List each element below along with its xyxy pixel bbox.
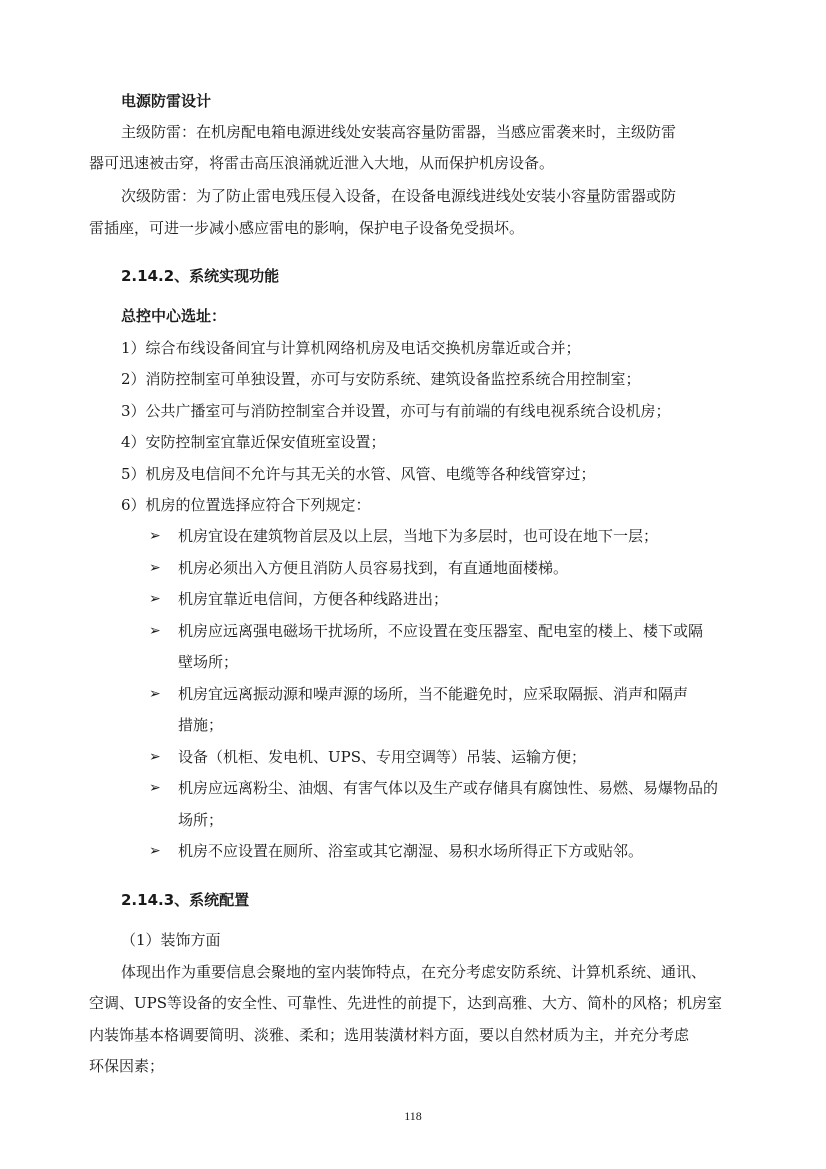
list-item: 3）公共广播室可与消防控制室合并设置，亦可与有前端的有线电视系统合设机房； — [121, 402, 671, 420]
paragraph-line: 主级防雷：在机房配电箱电源进线处安装高容量防雷器，当感应雷袭来时，主级防雷 — [121, 123, 677, 141]
bullet-arrow-icon: ➢ — [149, 623, 161, 639]
bullet-item-continued: 措施； — [178, 716, 224, 734]
paragraph-line: 雷插座，可进一步减小感应雷电的影响，保护电子设备免受损坏。 — [89, 219, 525, 237]
bullet-item-continued: 壁场所； — [178, 653, 239, 671]
paragraph-line: 体现出作为重要信息会聚地的室内装饰特点，在充分考虑安防系统、计算机系统、通讯、 — [121, 963, 707, 981]
bullet-arrow-icon: ➢ — [149, 843, 161, 859]
bullet-item: 机房应远离强电磁场干扰场所，不应设置在变压器室、配电室的楼上、楼下或隔 — [178, 622, 704, 640]
section-heading-2-14-3: 2.14.3、系统配置 — [121, 891, 250, 909]
subheading-decoration: （1）装饰方面 — [121, 931, 221, 949]
page-number: 118 — [404, 1109, 422, 1123]
bullet-item: 机房宜设在建筑物首层及以上层，当地下为多层时，也可设在地下一层； — [178, 527, 659, 545]
paragraph-line: 内装饰基本格调要简明、淡雅、柔和；选用装潢材料方面，要以自然材质为主，并充分考虑 — [89, 1026, 690, 1044]
list-item: 5）机房及电信间不允许与其无关的水管、风管、电缆等各种线管穿过； — [121, 465, 596, 483]
bullet-item: 机房不应设置在厕所、浴室或其它潮湿、易积水场所得正下方或贴邻。 — [178, 842, 644, 860]
bullet-item: 机房宜远离振动源和噪声源的场所，当不能避免时，应采取隔振、消声和隔声 — [178, 685, 689, 703]
bullet-arrow-icon: ➢ — [149, 749, 161, 765]
bullet-item: 设备（机柜、发电机、UPS、专用空调等）吊装、运输方便； — [178, 748, 587, 766]
bullet-arrow-icon: ➢ — [149, 528, 161, 544]
list-item: 4）安防控制室宜靠近保安值班室设置； — [121, 433, 386, 451]
list-item: 2）消防控制室可单独设置，亦可与安防系统、建筑设备监控系统合用控制室； — [121, 370, 641, 388]
section-heading-2-14-2: 2.14.2、系统实现功能 — [121, 267, 280, 285]
bullet-arrow-icon: ➢ — [149, 780, 161, 796]
list-item: 1）综合布线设备间宜与计算机网络机房及电话交换机房靠近或合并； — [121, 339, 581, 357]
bullet-item: 机房必须出入方便且消防人员容易找到，有直通地面楼梯。 — [178, 559, 569, 577]
bullet-arrow-icon: ➢ — [149, 686, 161, 702]
subheading-site-selection: 总控中心选址： — [121, 307, 227, 325]
bullet-arrow-icon: ➢ — [149, 560, 161, 576]
list-item: 6）机房的位置选择应符合下列规定： — [121, 496, 371, 514]
paragraph-line: 空调、UPS等设备的安全性、可靠性、先进性的前提下，达到高雅、大方、简朴的风格；机房室 — [89, 994, 723, 1012]
paragraph-line: 器可迅速被击穿，将雷击高压浪涌就近泄入大地，从而保护机房设备。 — [89, 154, 555, 172]
paragraph-line: 环保因素； — [89, 1057, 165, 1075]
bullet-arrow-icon: ➢ — [149, 591, 161, 607]
bullet-item: 机房宜靠近电信间，方便各种线路进出； — [178, 590, 449, 608]
bullet-item-continued: 场所； — [178, 811, 224, 829]
bullet-item: 机房应远离粉尘、油烟、有害气体以及生产或存储具有腐蚀性、易燃、易爆物品的 — [178, 779, 719, 797]
section-title-lightning: 电源防雷设计 — [121, 92, 212, 110]
paragraph-line: 次级防雷：为了防止雷电残压侵入设备，在设备电源线进线处安装小容量防雷器或防 — [121, 187, 677, 205]
